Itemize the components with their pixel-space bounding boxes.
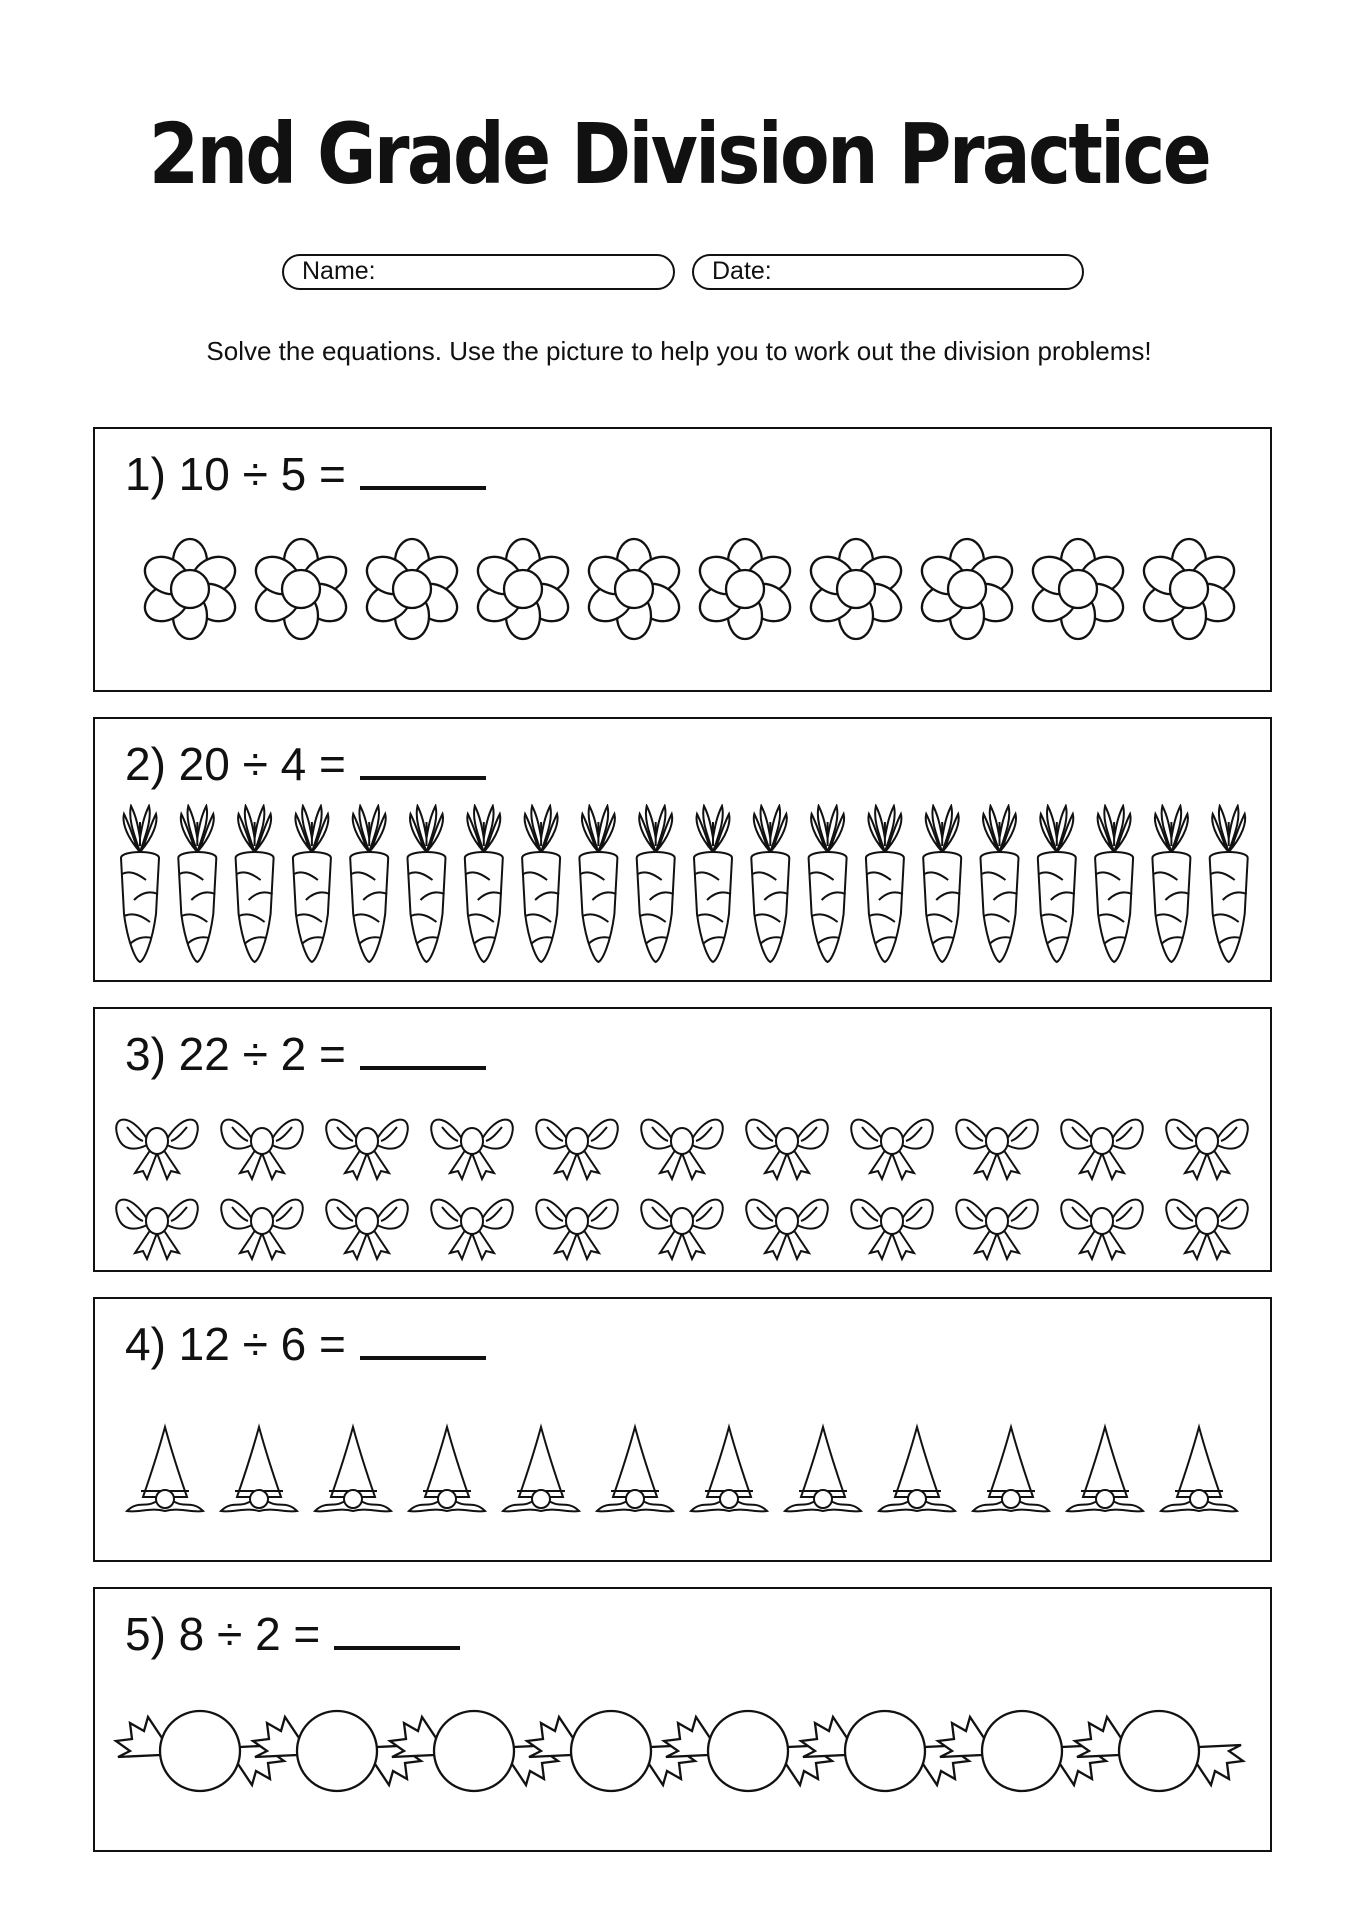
witch-hat-icon (221, 1427, 297, 1511)
problem-1-pictures (95, 534, 1274, 654)
problem-3-answer-blank[interactable] (360, 1060, 486, 1070)
flower-icon (360, 539, 464, 639)
problem-4-pictures (95, 1419, 1274, 1529)
problem-4-answer-blank[interactable] (360, 1350, 486, 1360)
candy-icon (1075, 1711, 1243, 1791)
candy-icon (390, 1711, 558, 1791)
bow-icon (221, 1120, 303, 1179)
bow-icon (851, 1120, 933, 1179)
date-field[interactable] (692, 254, 1084, 290)
carrot-icon (866, 806, 904, 962)
carrot-icon (178, 806, 216, 962)
problem-3-pictures (95, 1104, 1274, 1264)
bow-icon (851, 1200, 933, 1259)
flower-icon (693, 539, 797, 639)
witch-hat-icon (879, 1427, 955, 1511)
bow-icon (536, 1200, 618, 1259)
carrot-icon (1210, 806, 1248, 962)
problem-1 (93, 427, 1272, 692)
problem-1-label: 1) 10 ÷ 5 = (125, 448, 346, 500)
problem-3-label: 3) 22 ÷ 2 = (125, 1028, 346, 1080)
problem-2-pictures (95, 804, 1274, 969)
problem-4-label: 4) 12 ÷ 6 = (125, 1318, 346, 1370)
problem-1-answer-blank[interactable] (360, 480, 486, 490)
carrot-icon (637, 806, 675, 962)
problem-5-label: 5) 8 ÷ 2 = (125, 1608, 321, 1660)
bow-icon (431, 1120, 513, 1179)
instructions: Solve the equations. Use the picture to help you to work out the division problems! (206, 336, 1152, 366)
problem-2-answer-blank[interactable] (360, 770, 486, 780)
candy-icon (664, 1711, 832, 1791)
flower-icon (804, 539, 908, 639)
worksheet-title: 2nd Grade Division Practice (148, 105, 1210, 203)
candy-icon (253, 1711, 421, 1791)
carrot-icon (694, 806, 732, 962)
bow-icon (1061, 1120, 1143, 1179)
witch-hat-icon (409, 1427, 485, 1511)
candy-icon (116, 1711, 284, 1791)
flower-icon (1137, 539, 1241, 639)
name-label: Name: (302, 257, 376, 285)
bow-icon (536, 1120, 618, 1179)
bow-icon (1061, 1200, 1143, 1259)
problem-5-equation (125, 1608, 460, 1660)
witch-hat-icon (503, 1427, 579, 1511)
flower-icon (471, 539, 575, 639)
bow-icon (641, 1120, 723, 1179)
bow-icon (746, 1120, 828, 1179)
witch-hat-icon (597, 1427, 673, 1511)
carrot-icon (293, 806, 331, 962)
carrot-icon (522, 806, 560, 962)
witch-hat-icon (691, 1427, 767, 1511)
bow-icon (431, 1200, 513, 1259)
flower-icon (582, 539, 686, 639)
bow-icon (116, 1200, 198, 1259)
problem-2-label: 2) 20 ÷ 4 = (125, 738, 346, 790)
carrot-icon (408, 806, 446, 962)
date-label: Date: (712, 257, 772, 285)
problem-5-pictures (95, 1689, 1274, 1829)
carrot-icon (923, 806, 961, 962)
flower-icon (138, 539, 242, 639)
problem-5-answer-blank[interactable] (334, 1640, 460, 1650)
witch-hat-icon (1161, 1427, 1237, 1511)
carrot-icon (751, 806, 789, 962)
witch-hat-icon (1067, 1427, 1143, 1511)
carrot-icon (236, 806, 274, 962)
bow-icon (956, 1120, 1038, 1179)
carrot-icon (1095, 806, 1133, 962)
carrot-icon (1152, 806, 1190, 962)
witch-hat-icon (127, 1427, 203, 1511)
bow-icon (326, 1200, 408, 1259)
flower-icon (915, 539, 1019, 639)
candy-icon (527, 1711, 695, 1791)
flower-icon (249, 539, 353, 639)
problem-2-equation (125, 738, 486, 790)
bow-icon (746, 1200, 828, 1259)
problem-1-equation (125, 448, 486, 500)
bow-icon (1166, 1120, 1248, 1179)
problem-3-equation (125, 1028, 486, 1080)
witch-hat-icon (785, 1427, 861, 1511)
problem-4 (93, 1297, 1272, 1562)
bow-icon (641, 1200, 723, 1259)
problem-5 (93, 1587, 1272, 1852)
problem-4-equation (125, 1318, 486, 1370)
problem-3 (93, 1007, 1272, 1272)
bow-icon (116, 1120, 198, 1179)
carrot-icon (121, 806, 159, 962)
carrot-icon (981, 806, 1019, 962)
witch-hat-icon (973, 1427, 1049, 1511)
bow-icon (956, 1200, 1038, 1259)
carrot-icon (350, 806, 388, 962)
witch-hat-icon (315, 1427, 391, 1511)
carrot-icon (1038, 806, 1076, 962)
bow-icon (1166, 1200, 1248, 1259)
problem-2 (93, 717, 1272, 982)
bow-icon (221, 1200, 303, 1259)
bow-icon (326, 1120, 408, 1179)
carrot-icon (579, 806, 617, 962)
carrot-icon (809, 806, 847, 962)
candy-icon (938, 1711, 1106, 1791)
flower-icon (1026, 539, 1130, 639)
carrot-icon (465, 806, 503, 962)
name-field[interactable] (282, 254, 675, 290)
candy-icon (801, 1711, 969, 1791)
